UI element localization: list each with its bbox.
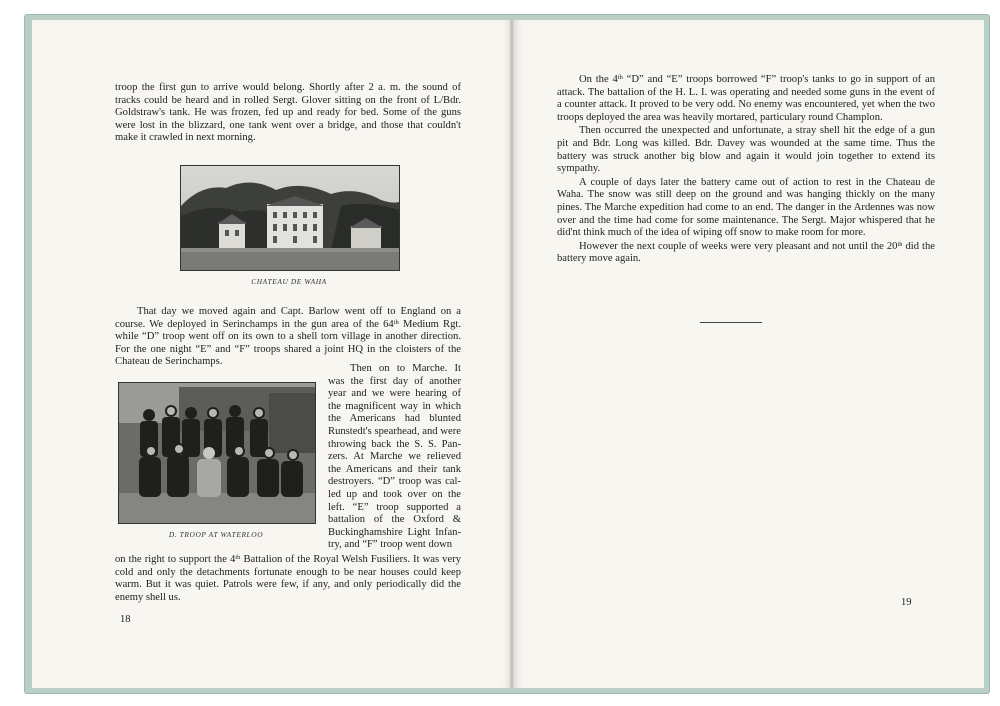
- section-divider: [700, 322, 762, 323]
- paragraph-text-part: Medium Rgt. while “D” troop went off on its own to a shell torn village in another direction. For the one night “E” and “F” troops shared a joint HQ in the cloisters of the Chateau de Serinchamps.: [115, 318, 461, 368]
- paragraph-text: Then on to Marche. It was the first day of another year and we were hearing of the magnificent way in which the Americans had blunted Runstedt's spearhead, and were throwing back the S. S. Pan- zers. At Marche we relieved the Americans and their tank destroyers. “D” troop was cal- led up and took over on the left. “E” troop supported a battalion of the Oxford & Buckinghamshire Light Infan- try, and “F” troop went down: [328, 363, 461, 551]
- ordinal-suffix: th: [235, 554, 241, 561]
- paragraph-text-part: “D” and “E” troops borrowed “F” troop's tanks to go in support of an attack. The battalion of the H. L. I. was operating and needed some guns in the event of a counter attack. It proved to be very odd. No enemy was encountered, yet when the two troops deployed the area was heavily mortared, particulary round Champlon.: [557, 74, 935, 123]
- ordinal-suffix: th: [897, 240, 903, 248]
- paragraph-text-part: That day we moved again and Capt. Barlow went off to England on a course. We deployed in Serinchamps in the gun area of the 64: [115, 306, 461, 330]
- paragraph-text-part: on the right to support the 4: [115, 554, 236, 565]
- paragraph-text: [115, 554, 461, 604]
- d-troop-photo: [118, 382, 316, 524]
- paragraph-rest: A couple of days later the battery came out of action to rest in the Chateau de Waha. The snow was still deep on the ground and was hanging thickly on the many pines. The Marche expedition had come to an end. The danger in the Ardennes was now over and the time had come for some maintenance. The Sergt. Major whispered that he did'nt think much of the idea of wiping off snow to make room for more.: [557, 176, 935, 239]
- paragraph-text-part: did the battery move again.: [557, 240, 935, 265]
- marche-paragraph-full: [115, 554, 461, 604]
- right-text-column: [557, 74, 935, 266]
- d-troop-photo-caption: D. TROOP AT WATERLOO: [168, 530, 264, 539]
- chateau-photo: [180, 165, 400, 271]
- page-number-left: 18: [120, 614, 131, 625]
- paragraph-text-part: Battalion of the Royal Welsh Fusiliers. It was very cold and only the detachments fortunate enough to be near houses could keep warm. But it was quiet. Patrols were few, if any, and only periodically did the enemy shell us.: [115, 554, 461, 603]
- ordinal-suffix: th: [617, 74, 623, 81]
- opening-paragraph: [115, 82, 461, 145]
- right-page: [513, 20, 984, 688]
- paragraph-casualty: Then occurred the unexpected and unfortunate, a stray shell hit the edge of a gun pit and Bdr. Long was killed. Bdr. Davey was wounded at the same time. Thus the battery was struck another big blow and again it would join together to extend its sympathy.: [557, 125, 935, 175]
- left-page: [32, 20, 512, 688]
- page-number-right: 19: [901, 597, 912, 608]
- paragraph-move: [557, 241, 935, 266]
- paragraph-text: troop the first gun to arrive would belong. Shortly after 2 a. m. the sound of tracks could be heard and in rolled Sergt. Glover sitting on the front of L/Bdr. Goldstraw's tank. He was frozen, fed up and ready for bed. Some of the guns were lost in the blizzard, one tank went over a bridge, and those that couldn't make it crawled in next morning.: [115, 82, 461, 144]
- paragraph-text-part: On the 4: [579, 74, 618, 85]
- moved-paragraph: [115, 306, 461, 369]
- chateau-photo-caption: CHATEAU DE WAHA: [251, 277, 327, 286]
- marche-paragraph-side: [328, 363, 461, 552]
- paragraph-text-part: However the next couple of weeks were very pleasant and not until the 20: [579, 240, 898, 252]
- ordinal-suffix: th: [393, 318, 399, 326]
- paragraph-attack: [557, 74, 935, 124]
- book-spread: [32, 20, 984, 688]
- paragraph-text: [115, 306, 461, 369]
